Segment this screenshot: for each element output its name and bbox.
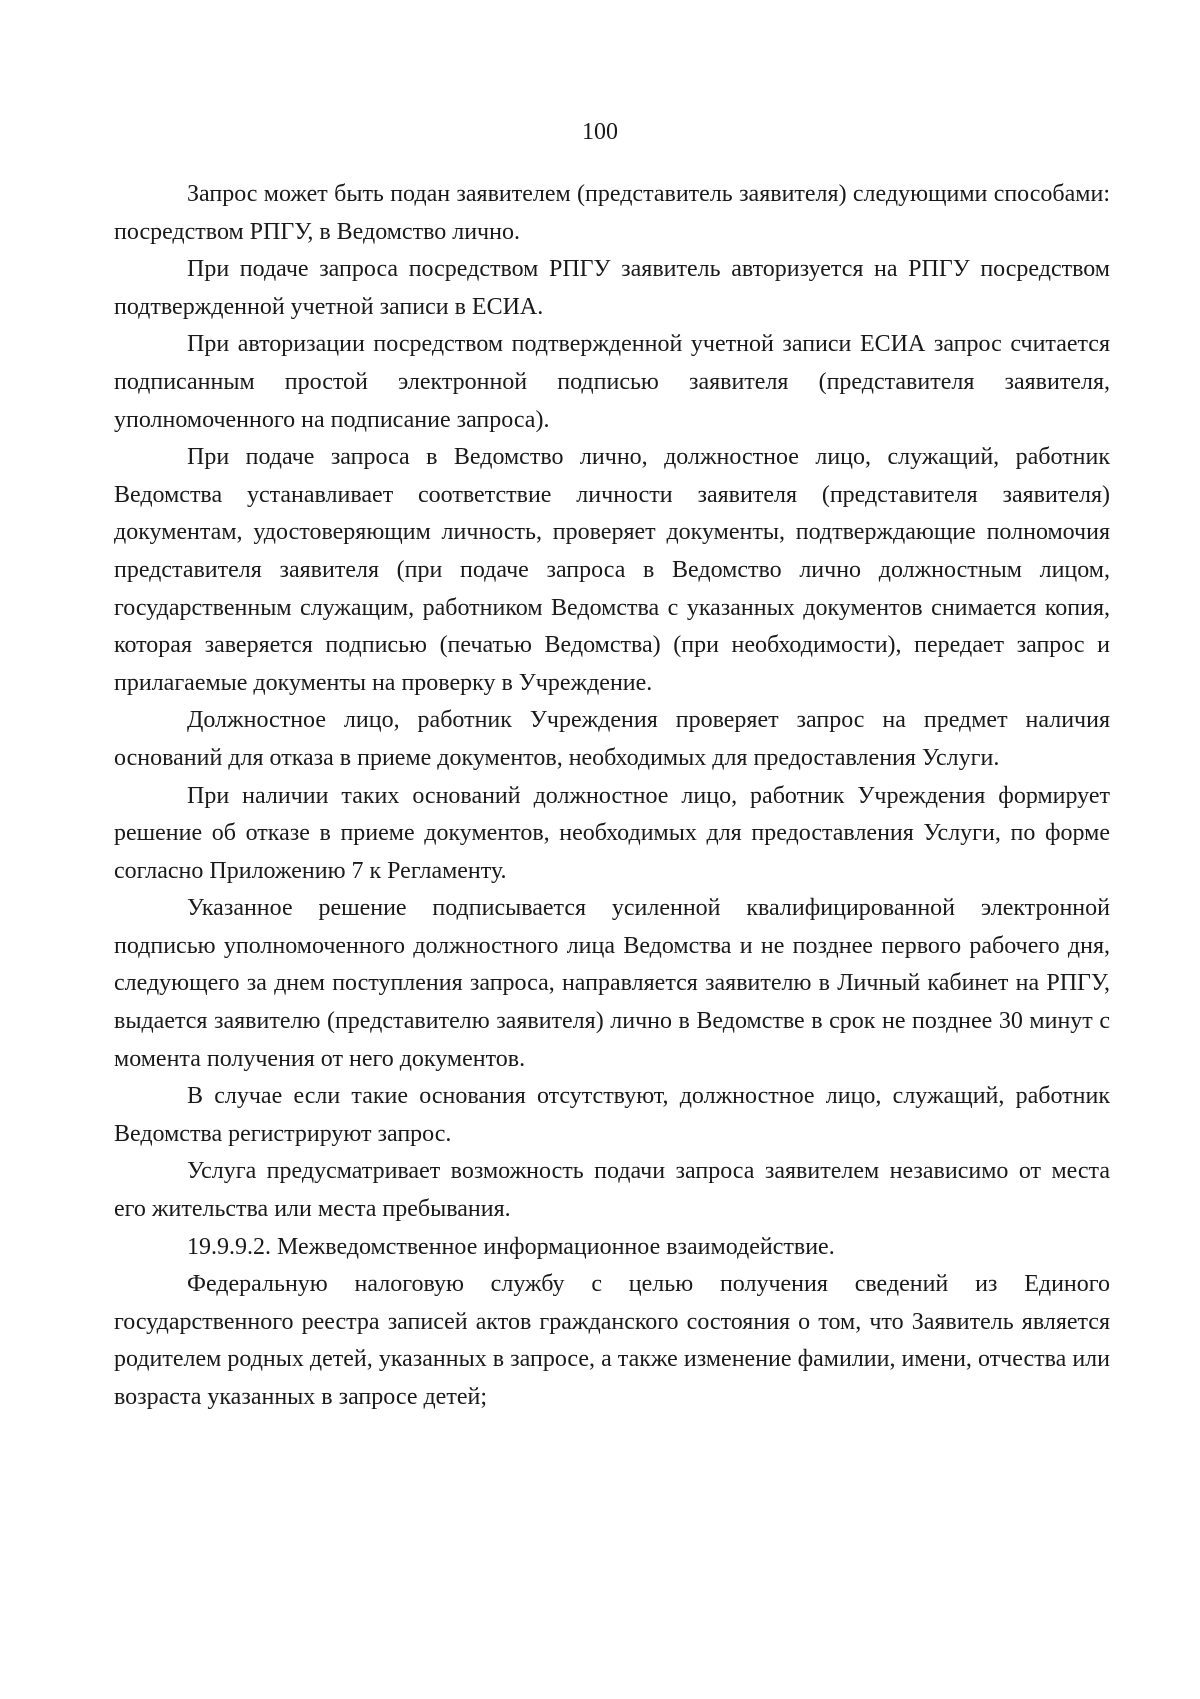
paragraph: При подаче запроса в Ведомство лично, должностное лицо, служащий, работник Ведомства устанавливает соответствие личности заявителя (представителя заявителя) документам, удостоверяющим личность, проверяет документы, подтверждающие полномочия представителя заявителя (при подаче запроса в Ведомство лично должностным лицом, государственным служащим, работником Ведомства с указанных документов снимается копия, которая заверяется подписью (печатью Ведомства) (при необходимости), передает запрос и прилагаемые документы на проверку в Учреждение. <box>114 444 1110 696</box>
paragraph: При наличии таких оснований должностное лицо, работник Учреждения формирует решение об отказе в приеме документов, необходимых для предоставления Услуги, по форме согласно Приложению 7 к Регламенту. <box>114 782 1110 884</box>
section-heading: 19.9.9.2. Межведомственное информационное взаимодействие. <box>187 1233 835 1260</box>
paragraph: Указанное решение подписывается усиленной квалифицированной электронной подписью уполномоченного должностного лица Ведомства и не позднее первого рабочего дня, следующего за днем поступления запроса, направляется заявителю в Личный кабинет на РПГУ, выдается заявителю (представителю заявителя) лично в Ведомстве в срок не позднее 30 минут с момента получения от него документов. <box>114 895 1110 1072</box>
document-body <box>114 176 1110 1417</box>
paragraph: При авторизации посредством подтвержденной учетной записи ЕСИА запрос считается подписанным простой электронной подписью заявителя (представителя заявителя, уполномоченного на подписание запроса). <box>114 331 1110 433</box>
paragraph: Должностное лицо, работник Учреждения проверяет запрос на предмет наличия оснований для отказа в приеме документов, необходимых для предоставления Услуги. <box>114 707 1110 771</box>
page-number: 100 <box>582 119 618 145</box>
paragraph: В случае если такие основания отсутствуют, должностное лицо, служащий, работник Ведомства регистрируют запрос. <box>114 1083 1110 1147</box>
paragraph: Федеральную налоговую службу с целью получения сведений из Единого государственного реестра записей актов гражданского состояния о том, что Заявитель является родителем родных детей, указанных в запросе, а также изменение фамилии, имени, отчества или возраста указанных в запросе детей; <box>114 1271 1110 1410</box>
paragraph: Услуга предусматривает возможность подачи запроса заявителем независимо от места его жительства или места пребывания. <box>114 1158 1110 1223</box>
paragraph: При подаче запроса посредством РПГУ заявитель авторизуется на РПГУ посредством подтвержденной учетной записи в ЕСИА. <box>114 256 1110 320</box>
paragraph: Запрос может быть подан заявителем (представитель заявителя) следующими способами: посредством РПГУ, в Ведомство лично. <box>114 181 1110 245</box>
